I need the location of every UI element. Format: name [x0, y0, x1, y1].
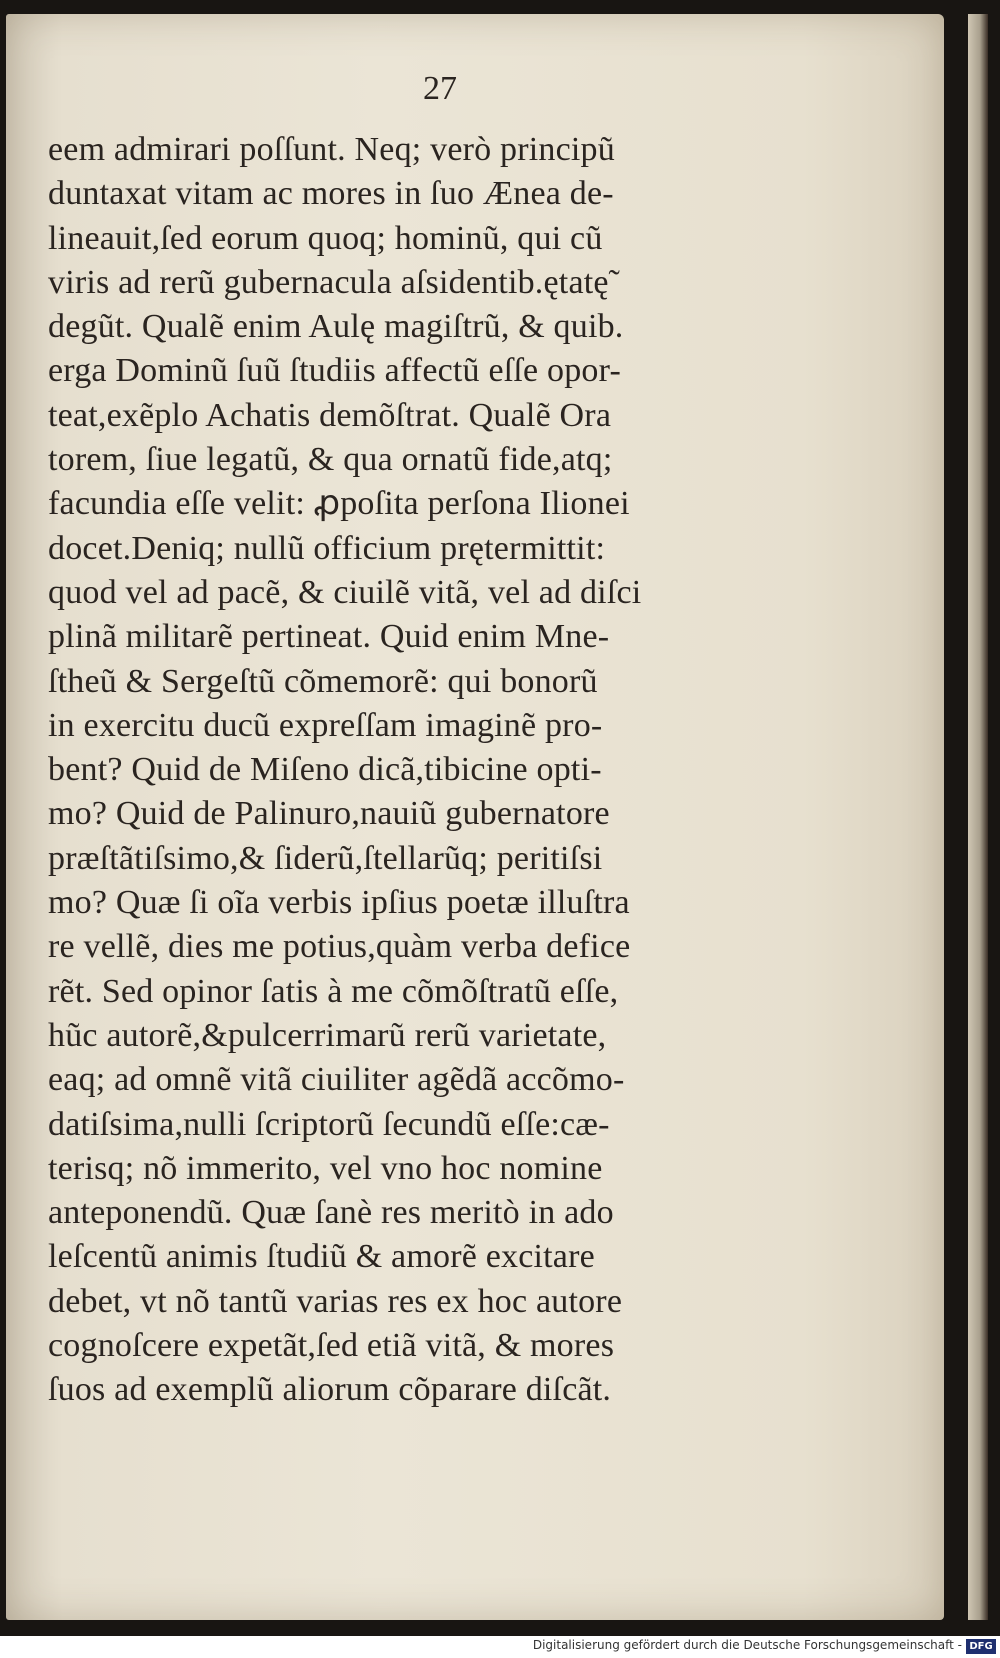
- text-line: facundia eſſe velit: ꝓpoſita perſona Ilionei: [48, 485, 630, 523]
- text-line: debet, vt nõ tantũ varias res ex hoc autore: [48, 1282, 623, 1320]
- page-edge: [968, 14, 988, 1620]
- text-line: torem, ſiue legatũ, & qua ornatũ fide,atq;: [48, 441, 613, 479]
- text-line: degũt. Qualẽ enim Aulę magiſtrũ, & quib.: [48, 308, 624, 346]
- text-line: viris ad rerũ gubernacula aſsidentib.ętatę̃: [48, 263, 609, 301]
- text-line: leſcentũ animis ſtudiũ & amorẽ excitare: [48, 1238, 595, 1276]
- dfg-logo: DFG: [966, 1639, 996, 1654]
- text-line: teat,exẽplo Achatis demõſtrat. Qualẽ Ora: [48, 396, 612, 434]
- text-line: anteponendũ. Quæ ſanè res meritò in ado: [48, 1194, 614, 1232]
- funding-credit: Digitalisierung gefördert durch die Deutsche Forschungsgemeinschaft -: [532, 1638, 962, 1652]
- text-line: eaq; ad omnẽ vitã ciuiliter agẽdã accõmo-: [48, 1061, 625, 1099]
- text-line: bent? Quid de Miſeno dicã,tibicine opti-: [48, 751, 602, 789]
- text-line: datiſsima,nulli ſcriptorũ ſecundũ eſſe:cæ-: [48, 1105, 610, 1143]
- page-text: [48, 128, 768, 1413]
- text-line: mo? Quæ ſi oĩa verbis ipſius poetæ illuſtra: [48, 884, 630, 922]
- text-line: eem admirari poſſunt. Neq; verò principũ: [48, 131, 615, 168]
- text-line: præſtãtiſsimo,& ſiderũ,ſtellarũq; peritiſsi: [48, 839, 603, 877]
- text-line: cognoſcere expetãt,ſed etiã vitã, & mores: [48, 1327, 615, 1365]
- page-number: 27: [423, 70, 457, 107]
- text-line: terisq; nõ immerito, vel vno hoc nomine: [48, 1149, 603, 1187]
- text-line: mo? Quid de Palinuro,nauiũ gubernatore: [48, 795, 610, 833]
- digitization-footer: [0, 1636, 1000, 1658]
- text-line: ſuos ad exemplũ aliorum cõparare diſcãt.: [48, 1371, 612, 1409]
- text-line: re vellẽ, dies me potius,quàm verba defice: [48, 928, 631, 966]
- text-line: ſtheũ & Sergeſtũ cõmemorẽ: qui bonorũ: [48, 662, 598, 700]
- text-line: rẽt. Sed opinor ſatis à me cõmõſtratũ eſſe,: [48, 972, 619, 1010]
- text-line: erga Dominũ ſuũ ſtudiis affectũ eſſe opor-: [48, 352, 621, 390]
- text-line: docet.Deniq; nullũ officium prętermittit:: [48, 529, 606, 567]
- text-line: hũc autorẽ,&pulcerrimarũ rerũ varietate,: [48, 1016, 607, 1054]
- text-line: in exercitu ducũ expreſſam imaginẽ pro-: [48, 706, 603, 744]
- text-line: plinã militarẽ pertineat. Quid enim Mne-: [48, 618, 610, 656]
- text-line: duntaxat vitam ac mores in ſuo Æneа de-: [48, 175, 614, 213]
- text-line: quod vel ad pacẽ, & ciuilẽ vitã, vel ad diſci: [48, 573, 642, 611]
- text-line: lineauit,ſed eorum quoq; hominũ, qui cũ: [48, 219, 603, 257]
